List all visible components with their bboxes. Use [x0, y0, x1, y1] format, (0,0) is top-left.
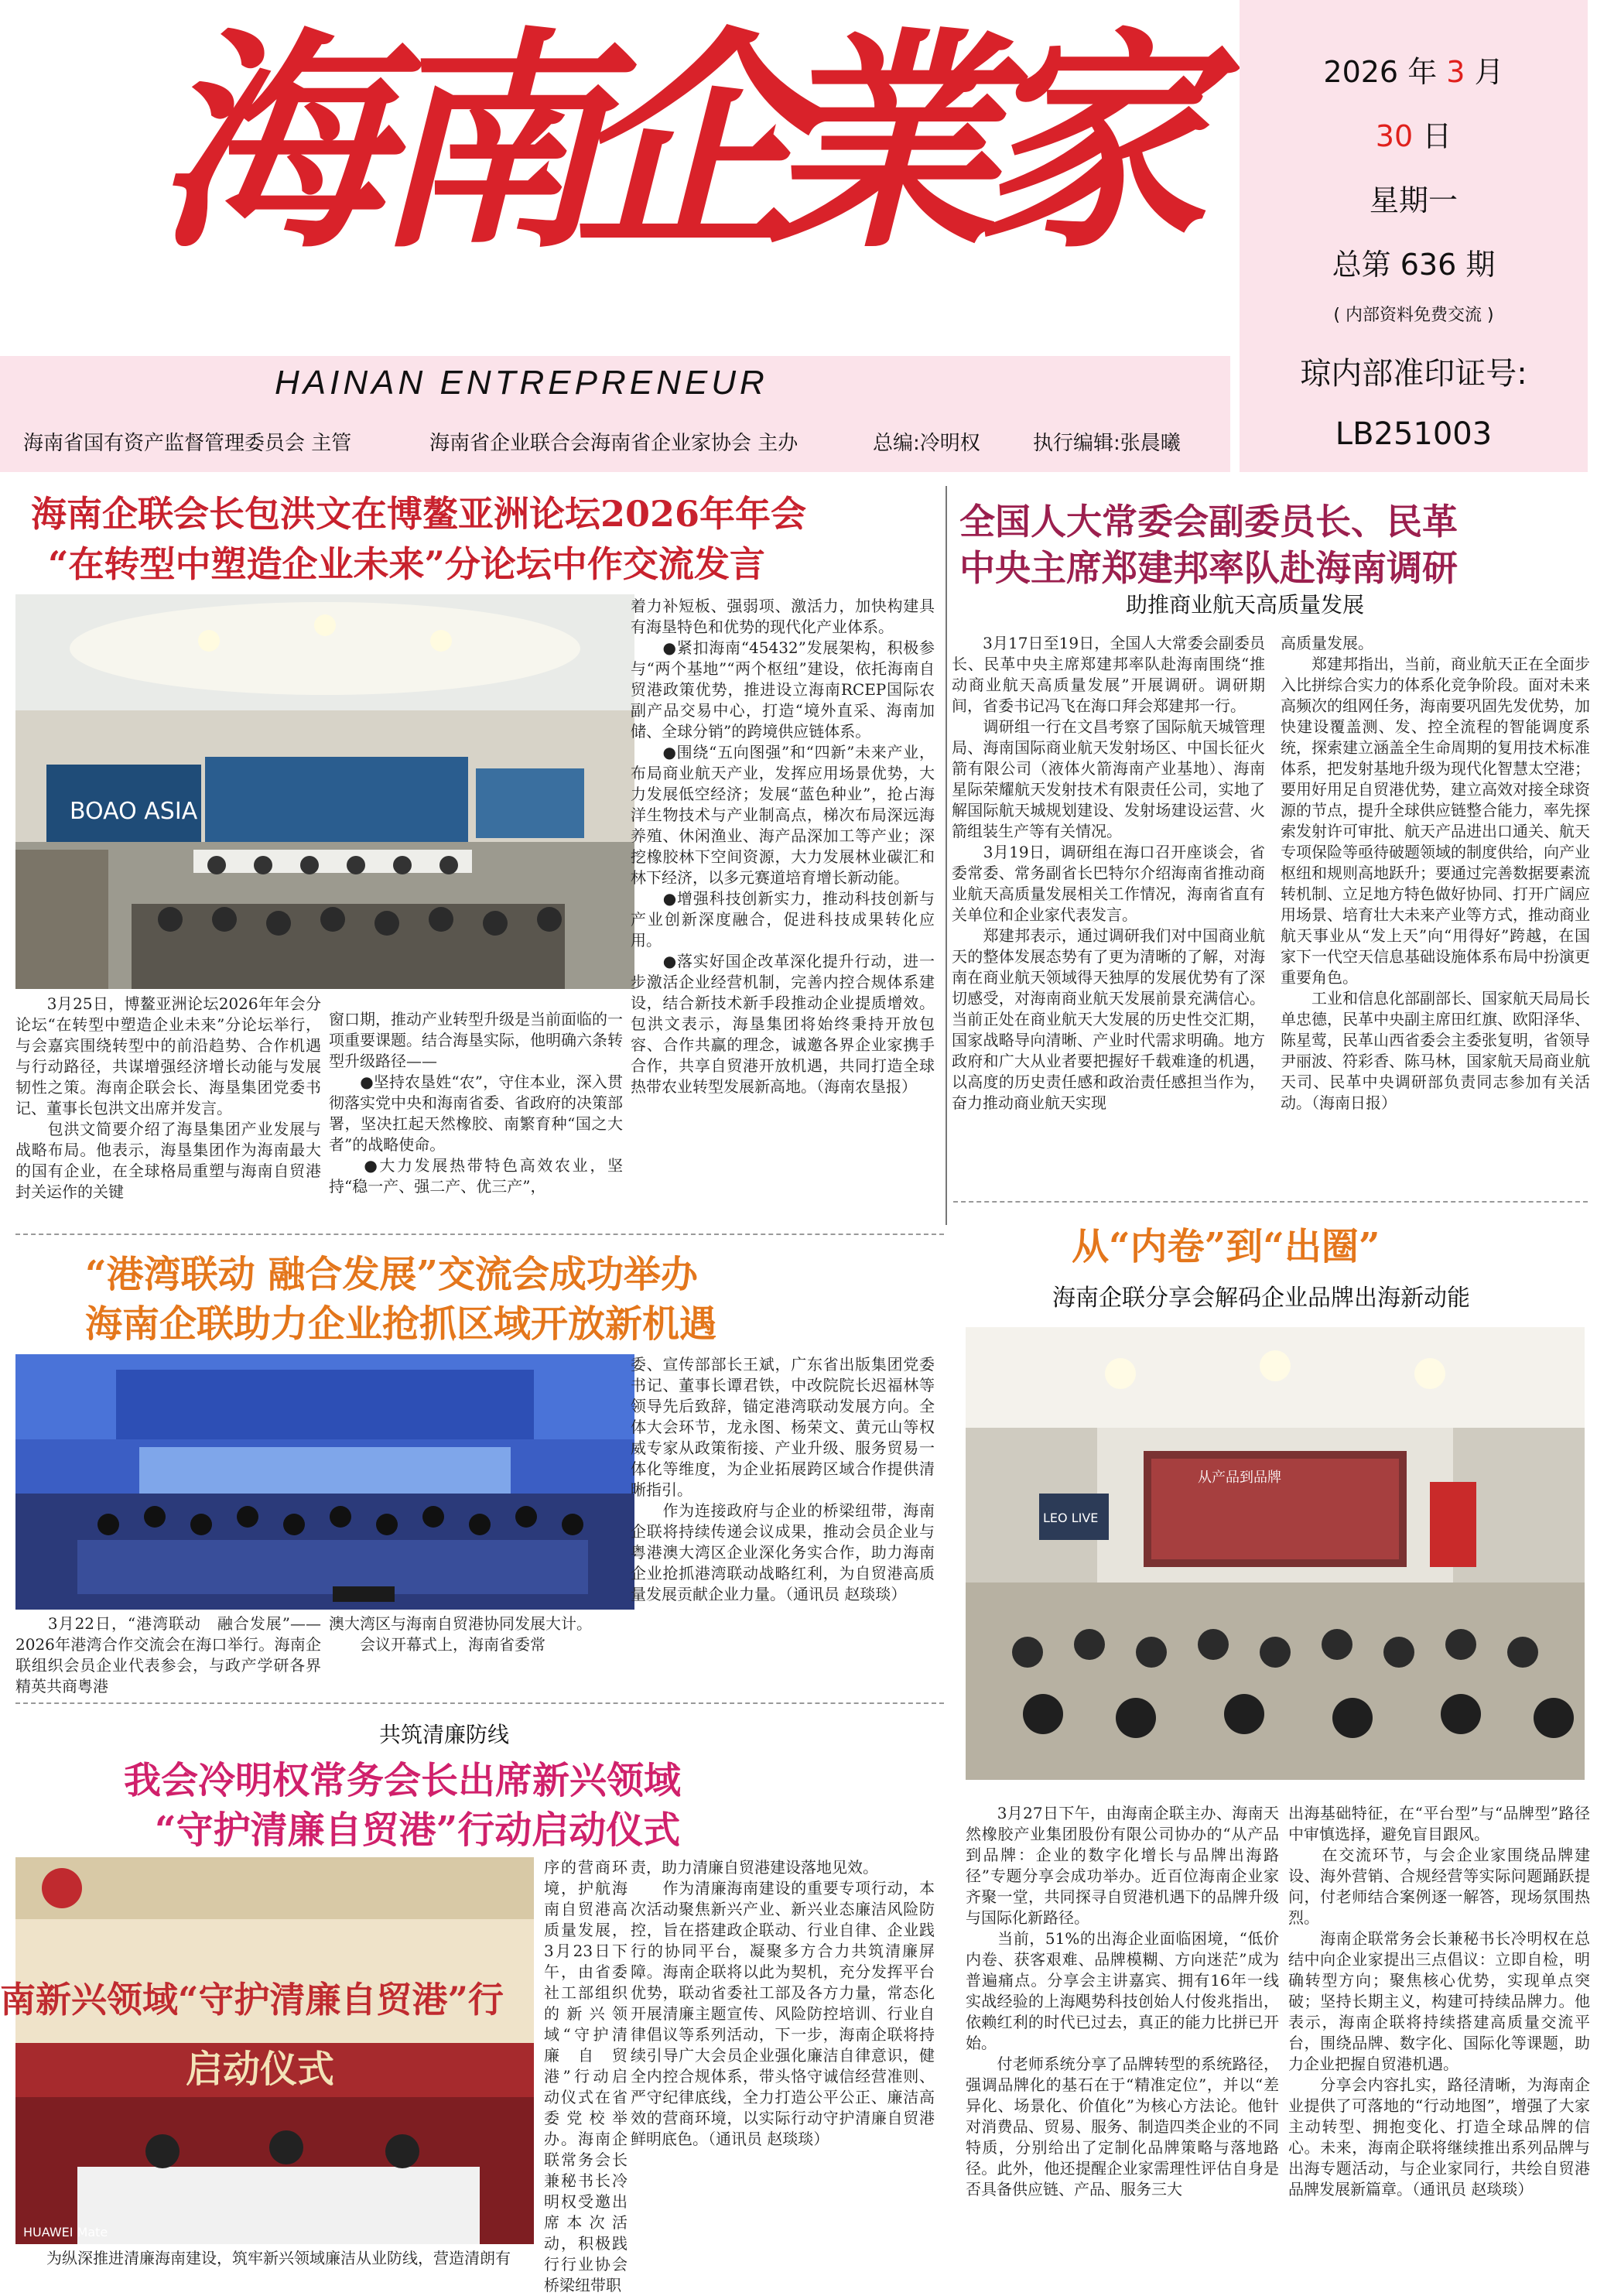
article4-col-narrow: 序的营商环境，护航海南自贸港高质量发展，3月23日下午，由省委社工部组织的新兴领域“守护清廉自贸港”行动启动仪式在省委党校举办。海南企联常务会长兼秘书长冷明权受邀出席本次活动，积极践行行业协会桥梁纽带职: [544, 1858, 628, 2294]
article3-col-mid: 澳大湾区与海南自贸港协同发展大计。 会议开幕式上，海南省委常: [329, 1614, 592, 1654]
logo-char-2: 南: [371, 6, 604, 279]
article4-title-line2: “守护清廉自贸港”行动启动仪式: [155, 1808, 681, 1852]
article3-col-right: 委、宣传部部长王斌，广东省出版集团党委书记、董事长谭君铁，中改院院长迟福林等领导先后致辞，锚定港湾联动发展方向。全体大会环节，龙永图、杨荣文、黄元山等权威专家从政策衔接、产业升级、服务贸易一体化等维度，为企业拓展跨区域合作提供清晰指引。 作为连接政府与企业的桥梁纽带，海南企联将持续传递会议成果，推动会员企业与粤港澳大湾区企业深化务实合作，助力海南企业抢抓港湾联动战略红利，为自贸港高质量发展贡献企业力量。（通讯员 赵琰琰）: [631, 1355, 935, 1603]
section-divider-2: [15, 1702, 944, 1704]
article1-col-right: 着力补短板、强弱项、激活力，加快构建具有海垦特色和优势的现代化产业体系。 ●紧扣海南“45432”发展架构，积极参与“两个基地”“两个枢纽”建设，依托海南自贸港政策优势，推进设立海南RCEP国际农副产品交易中心，打造“境外直采、海南加储、全球分销”的跨境供应链体系。 ●围绕“五向图强”和“四新”未来产业，布局商业航天产业，发挥应用场景优势，大力发展低空经济；发展“蓝色种业”，抢占海洋生物技术与产业制高点，梯次布局深远海养殖、休闲渔业、海产品深加工等产业；深挖橡胶林下空间资源，大力发展林业碳汇和林下经济，以多元赛道培育增长新动能。 ●增强科技创新实力，推动科技创新与产业创新深度融合，促进科技成果转化应用。 ●落实好国企改革深化提升行动，进一步激活企业经营机制，完善内控合规体系建设，结合新技术新手段推动企业提质增效。包洪文表示，海垦集团将始终秉持开放包容、合作共赢的理念，诚邀各界企业家携手合作，共享自贸港开放机遇，共同打造全球热带农业转型发展新高地。（海南农垦报）: [631, 597, 935, 1096]
article2-title-line1: 全国人大常委会副委员长、民革: [959, 501, 1458, 542]
article1-title-line2: “在转型中塑造企业未来”分论坛中作交流发言: [48, 543, 765, 585]
exec-editor-credit: 执行编辑:张晨曦: [1033, 432, 1181, 455]
article3-title-line2: 海南企联助力企业抢抓区域开放新机遇: [85, 1302, 717, 1346]
article2-col-right: 高质量发展。 郑建邦指出，当前，商业航天正在全面步入比拼综合实力的体系化竞争阶段。面对未来高频次的组网任务，海南要巩固先发优势，加快建设覆盖测、发、控全流程的智能调度系统，探索建立涵盖全生命周期的复用技术标准体系，把发射基地升级为现代化智慧太空港；要用好用足自贸港优势，建立高效对接全球资源的节点，提升全球供应链整合能力，率先探索发射许可审批、航天产品进出口通关、航天专项保险等亟待破题领域的制度供给，向产业枢纽和规则高地跃升；要通过完善数据要素流转机制、立足地方特色做好协同、打开广阔应用场景、培育壮大未来产业等方式，推动商业航天事业从“发上天”向“用得好”跨越，在国家下一代空天信息基础设施体系布局中扮演更重要角色。 工业和信息化部副部长、国家航天局局长单忠德，民革中央副主席田红旗、欧阳泽华、陈星莺，民革山西省委会主委张复明，省领导尹丽波、符彩香、陈马林，国家航天局商业航天司、民革中央调研部负责同志参加有关活动。（海南日报）: [1281, 634, 1590, 1112]
article5-title: 从“内卷”到“出圈”: [1072, 1225, 1380, 1268]
article4-col-right: 责，助力清廉自贸港建设落地见效。 作为清廉海南建设的重要专项行动，本次活动聚焦新兴产业、新兴业态廉洁风险防控，旨在搭建政企联动、行业自律、企业践行的协同平台，凝聚多方合力共筑清廉屏障。海南企联将以此为契机，充分发挥平台优势，联动省委社工部及各方力量，常态化开展清廉主题宣传、风险防控培训、行业自律倡议等系列活动，下一步，海南企联将持续引导广大会员企业强化廉洁自律意识，健全内控合规体系，带头恪守诚信经营准则、严守纪律底线，全力打造公平公正、廉洁高效的营商环境，以实际行动守护清廉自贸港鲜明底色。（通讯员 赵琰琰）: [631, 1858, 935, 2148]
article4-kicker: 共筑清廉防线: [379, 1722, 510, 1747]
article5-subtitle: 海南企联分享会解码企业品牌出海新动能: [1052, 1285, 1470, 1312]
issue-date-year-month: 2026 年 3 月: [1323, 55, 1504, 89]
article1-photo-forum: [15, 594, 634, 989]
logo-char-1: 海: [155, 6, 387, 279]
ceremony-banner-line1: 南新兴领域“守护清廉自贸港”行: [0, 1979, 504, 2021]
article2-col-left: 3月17日至19日，全国人大常委会副委员长、民革中央主席郑建邦率队赴海南围绕“推动商业航天高质量发展”开展调研。调研期间，省委书记冯飞在海口拜会郑建邦一行。 调研组一行在文昌考察了国际航天城管理局、海南国际商业航天发射场区、中国长征火箭有限公司（液体火箭海南产业基地）、海南星际荣耀航天发射技术有限责任公司，实地了解国际航天城规划建设、发射场建设运营、火箭组装生产等有关情况。 3月19日，调研组在海口召开座谈会，省委常委、常务副省长巴特尔介绍海南省推动商业航天高质量发展相关工作情况，海南省直有关单位和企业家代表发言。 郑建邦表示，通过调研我们对中国商业航天的整体发展态势有了更为清晰的了解，对海南在商业航天领域得天独厚的发展优势有了深切感受，对海南商业航天发展前景充满信心。当前正处在商业航天大发展的历史性交汇期，国家战略导向清晰、产业时代需求明确。地方政府和广大从业者要把握好千载难逢的机遇，以高度的历史责任感和政治责任感担当作为，奋力推动商业航天实现: [952, 634, 1265, 1112]
logo-char-4: 業: [766, 6, 998, 279]
article1-col-mid: 窗口期，推动产业转型升级是当前面临的一项重要课题。结合海垦实际，他明确六条转型升级路径—— ●坚持农垦姓“农”，守住本业，深入贯彻落实党中央和海南省委、省政府的决策部署，坚决扛起天然橡胶、南繁育种“国之大者”的战略使命。 ●大力发展热带特色高效农业，坚持“稳一产、强二产、优三产”，: [329, 1010, 623, 1196]
article5-col-left: 3月27日下午，由海南企联主办、海南天然橡胶产业集团股份有限公司协办的“从产品到品牌：企业的数字化增长与品牌出海路径”专题分享会成功举办。近百位海南企业家齐聚一堂，共同探寻自贸港机遇下的品牌升级与国际化新路径。 当前，51%的出海企业面临困境，“低价内卷、获客艰难、品牌模糊、方向迷茫”成为普遍痛点。分享会主讲嘉宾、拥有16年一线实战经验的上海飓势科技创始人付俊兆指出，依赖红利的时代已过去，真正的能力比拼已开始。 付老师系统分享了品牌转型的系统路径，强调品牌化的基石在于“精准定位”，并以“差异化、场景化、价值化”为核心方法论。他针对消费品、贸易、服务、制造四类企业的不同特质，分别给出了定制化品牌策略与落地路径。此外，他还提醒企业家需理性评估自身是否具备供应链、产品、服务三大: [966, 1804, 1279, 2198]
article2-subtitle: 助推商业航天高质量发展: [1126, 592, 1365, 618]
article5-photo-hall: [966, 1327, 1585, 1780]
article3-title-line1: “港湾联动 融合发展”交流会成功举办: [85, 1253, 698, 1296]
hall-screen-text: LEO LIVE: [1043, 1511, 1099, 1525]
issue-number: 总第 636 期: [1332, 248, 1496, 282]
conference-banner-text: 从产品到品牌: [1198, 1470, 1281, 1486]
column-divider: [946, 486, 947, 1225]
article1-col-left: 3月25日，博鳌亚洲论坛2026年年会分论坛“在转型中塑造企业未来”分论坛举行，与会嘉宾围绕转型中的前沿趋势、合作机遇与行动路径，共谋增强经济增长动能与发展韧性之策。海南企联会长、海垦集团党委书记、董事长包洪文出席并发言。 包洪文简要介绍了海垦集团产业发展与战略布局。他表示，海垦集团作为海南最大的国有企业，在全球格局重塑与海南自贸港封关运作的关键: [15, 994, 321, 1201]
section-divider-right: [953, 1201, 1588, 1203]
article4-title-line1: 我会冷明权常务会长出席新兴领域: [124, 1759, 682, 1802]
ceremony-banner-line2: 启动仪式: [186, 2048, 335, 2091]
article1-title-line1: 海南企联会长包洪文在博鳌亚洲论坛2026年年会: [31, 493, 807, 535]
permit-label: 琼内部准印证号:: [1300, 356, 1527, 392]
organizer-credit: 海南省企业联合会海南省企业家协会 主办: [429, 432, 798, 455]
section-divider: [15, 1234, 944, 1235]
permit-number: LB251003: [1335, 416, 1493, 452]
photo-watermark: HUAWEI Mate: [23, 2225, 108, 2240]
issue-weekday: 星期一: [1369, 183, 1458, 217]
forum-banner-text: BOAO ASIA: [70, 798, 198, 825]
supervisor-credit: 海南省国有资产监督管理委员会 主管: [23, 432, 352, 455]
logo-char-5: 家: [975, 6, 1207, 279]
issue-note: ( 内部资料免费交流 ): [1333, 306, 1494, 325]
article3-photo-conference: [15, 1354, 634, 1610]
logo-char-3: 企: [573, 6, 805, 279]
article4-col-below: 为纵深推进清廉海南建设，筑牢新兴领域廉洁从业防线，营造清朗有: [15, 2249, 511, 2267]
issue-info-box: [1240, 0, 1588, 472]
article5-col-right: 出海基础特征，在“平台型”与“品牌型”路径中审慎选择，避免盲目跟风。 在交流环节，与会企业家围绕品牌建设、海外营销、合规经营等实际问题踊跃提问，付老师结合案例逐一解答，现场氛围热烈。 海南企联常务会长兼秘书长冷明权在总结中向企业家提出三点倡议：立即自检，明确转型方向；聚焦核心优势，实现单点突破；坚持长期主义，构建可持续品牌力。他表示，海南企联将持续搭建高质量交流平台，围绕品牌、数字化、国际化等课题，助力企业把握自贸港机遇。 分享会内容扎实，路径清晰，为海南企业提供了可落地的“行动地图”，增强了大家主动转型、拥抱变化、打造全球品牌的信心。未来，海南企联将继续推出系列品牌与出海专题活动，与企业家同行，共绘自贸港品牌发展新篇章。（通讯员 赵琰琰）: [1288, 1804, 1590, 2198]
article3-col-left: 3月22日，“港湾联动 融合发展”——2026年港湾合作交流会在海口举行。海南企联组织会员企业代表参会，与政产学研各界精英共商粤港: [15, 1614, 321, 1695]
english-title: HAINAN ENTREPRENEUR: [275, 364, 768, 402]
chief-editor-credit: 总编:冷明权: [873, 432, 980, 455]
issue-date-day: 30 日: [1375, 119, 1452, 153]
article2-title-line2: 中央主席郑建邦率队赴海南调研: [959, 547, 1458, 589]
masthead-logo: [0, 0, 1230, 356]
article4-photo-ceremony: [0, 1857, 534, 2244]
